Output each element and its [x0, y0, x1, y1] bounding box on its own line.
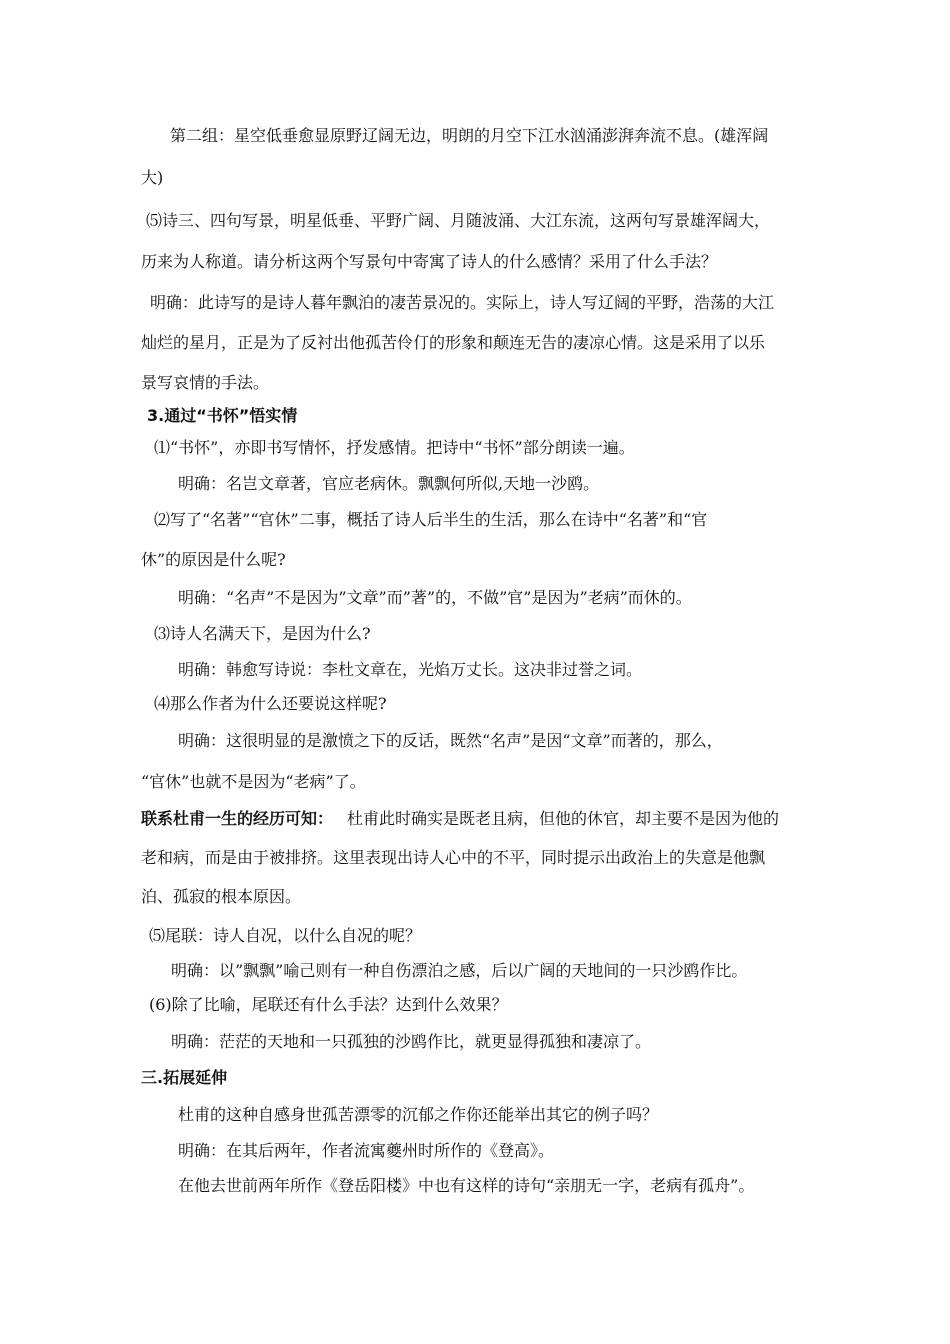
text-line: 杜甫此时确实是既老且病，但他的休官，却主要不是因为他的	[347, 809, 780, 828]
text-line: ⑸诗三、四句写景，明星低垂、平野广阔、月随波涌、大江东流，这两句写景雄浑阔大，	[146, 211, 771, 230]
text-line: ⑵写了“名著”“官休”二事，概括了诗人后半生的生活，那么在诗中“名著”和“官	[154, 510, 708, 529]
text-line: 明确：这很明显的是激愤之下的反话，既然“名声”是因“文章”而著的，那么，	[178, 731, 723, 750]
text-line: 明确：此诗写的是诗人暮年飘泊的凄苦景况的。实际上，诗人写辽阔的平野，浩荡的大江	[150, 293, 775, 312]
text-line: 老和病，而是由于被排挤。这里表现出诗人心中的不平，同时提示出政治上的失意是他飘	[141, 848, 766, 867]
emphasis-label: 联系杜甫一生的经历可知：	[141, 809, 334, 828]
text-line: 明确：以”飘飘”喻己则有一种自伤漂泊之感，后以广阔的天地间的一只沙鸥作比。	[171, 961, 748, 980]
text-line: ⑶诗人名满天下，是因为什么?	[154, 624, 371, 643]
text-line: 泊、孤寂的根本原因。	[141, 887, 302, 906]
text-line: 明确：“名声”不是因为”文章”而”著”的，不做”官”是因为”老病”而休的。	[178, 588, 692, 607]
text-line: 大)	[141, 168, 164, 187]
text-line: 休”的原因是什么呢?	[141, 550, 286, 569]
section-heading: 3.通过“书怀”悟实情	[147, 406, 298, 425]
section-heading: 三.拓展延伸	[141, 1068, 228, 1087]
text-line: 明确：在其后两年，作者流寓夔州时所作的《登高》。	[178, 1141, 555, 1160]
text-line: 明确：韩愈写诗说：李杜文章在，光焰万丈长。这决非过誉之词。	[178, 660, 643, 679]
text-line: 明确：名岂文章著，官应老病休。飘飘何所似,天地一沙鸥。	[178, 474, 600, 493]
text-line: ⑴“书怀”，亦即书写情怀，抒发感情。把诗中“书怀”部分朗读一遍。	[154, 438, 635, 457]
text-line: 在他去世前两年所作《登岳阳楼》中也有这样的诗句“亲朋无一字，老病有孤舟”。	[178, 1176, 755, 1195]
text-line: (6)除了比喻，尾联还有什么手法？达到什么效果？	[149, 995, 508, 1014]
text-line: 杜甫的这种自感身世孤苦漂零的沉郁之作你还能举出其它的例子吗？	[178, 1105, 659, 1124]
text-line: ⑷那么作者为什么还要说这样呢?	[154, 694, 387, 713]
text-line: 景写哀情的手法。	[141, 373, 270, 392]
text-line: 历来为人称道。请分析这两个写景句中寄寓了诗人的什么感情？采用了什么手法？	[141, 252, 718, 271]
text-line: 第二组：星空低垂愈显原野辽阔无边，明朗的月空下江水汹涌澎湃奔流不息。(雄浑阔	[170, 126, 769, 145]
text-line: 灿烂的星月，正是为了反衬出他孤苦伶仃的形象和颠连无告的凄凉心情。这是采用了以乐	[141, 333, 766, 352]
text-line: “官休”也就不是因为“老病”了。	[141, 772, 366, 791]
text-line: ⑸尾联：诗人自况，以什么自况的呢？	[149, 926, 422, 945]
text-line: 明确：茫茫的天地和一只孤独的沙鸥作比，就更显得孤独和凄凉了。	[171, 1032, 652, 1051]
